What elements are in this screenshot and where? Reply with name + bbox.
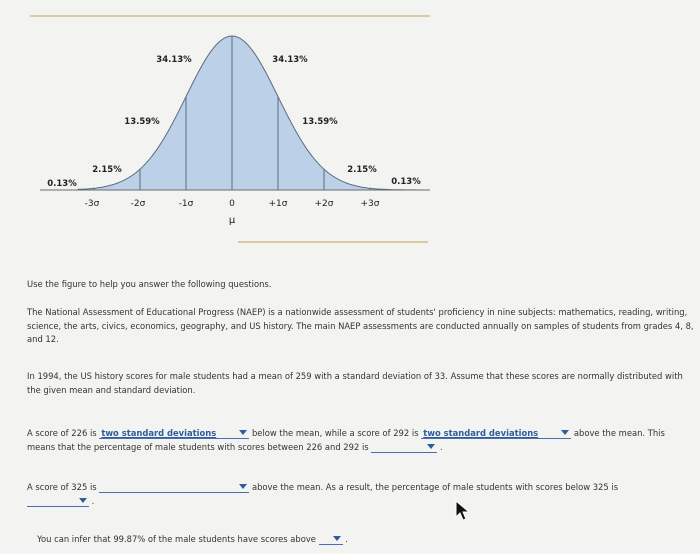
q1-text-c: above the mean. This means that the percentage of male students with scores between 226 and 292 is — [27, 428, 665, 452]
q2-select-a-value — [99, 482, 101, 492]
naep-paragraph: The National Assessment of Educational Progress (NAEP) is a nationwide assessment of students' proficiency in nine subjects: mathematics, reading, writing, science, the arts, civics, economics, geography, and US history. The main NAEP assessments are conducted annually on samples of students from grades 4, 8, and 12. — [27, 307, 694, 344]
tick-label: 0 — [229, 199, 235, 209]
mouse-pointer-icon — [454, 500, 472, 522]
chevron-down-icon — [427, 444, 435, 449]
tick-label: -1σ — [178, 199, 194, 209]
q3-select-a[interactable] — [319, 533, 343, 545]
q3-text-b: . — [345, 534, 348, 544]
q1-select-c[interactable] — [371, 441, 437, 453]
q1-select-a[interactable] — [99, 427, 249, 439]
percent-label: 13.59% — [124, 117, 160, 127]
question-1 — [27, 427, 695, 454]
chevron-down-icon — [239, 430, 247, 435]
q1-text-b: below the mean, while a score of 292 is — [251, 428, 419, 438]
q2-text-b: above the mean. As a result, the percentage of male students with scores below 325 is — [251, 482, 619, 492]
q1-select-b-value: two standard deviations — [423, 428, 539, 438]
q3-select-a-value — [319, 534, 321, 544]
q2-text-c: . — [91, 495, 95, 506]
scores-paragraph: In 1994, the US history scores for male students had a mean of 259 with a standard deviation of 33. Assume that these scores are normally distributed with the given mean and standard deviation. — [27, 371, 683, 395]
chevron-down-icon — [79, 498, 87, 503]
q1-select-a-value: two standard deviations — [101, 428, 217, 438]
q2-select-a[interactable] — [99, 481, 249, 493]
percent-label: 0.13% — [391, 177, 421, 187]
q1-select-b[interactable] — [421, 427, 571, 439]
percent-label: 2.15% — [347, 165, 377, 175]
mu-label: μ — [228, 215, 236, 226]
normal-distribution-figure — [0, 0, 700, 260]
tick-label: +3σ — [360, 199, 380, 209]
q3-text-a: You can infer that 99.87% of the male students have scores above — [37, 534, 316, 544]
percent-label: 2.15% — [92, 165, 122, 175]
question-2 — [27, 481, 677, 508]
tick-label: +1σ — [268, 199, 288, 209]
q1-select-c-value — [371, 442, 373, 452]
chevron-down-icon — [239, 484, 247, 489]
percent-label: 0.13% — [47, 179, 77, 189]
tick-label: -2σ — [130, 199, 146, 209]
q1-text-a: A score of 226 is — [27, 428, 97, 438]
q2-text-a: A score of 325 is — [27, 482, 97, 492]
question-3 — [37, 533, 537, 547]
tick-label: -3σ — [84, 199, 100, 209]
percent-label: 34.13% — [272, 55, 308, 65]
q2-select-b-value — [27, 496, 29, 506]
percent-label: 13.59% — [302, 117, 338, 127]
percent-label: 34.13% — [156, 55, 192, 65]
q2-select-b[interactable] — [27, 495, 89, 507]
chevron-down-icon — [561, 430, 569, 435]
intro-text: Use the figure to help you answer the following questions. — [27, 279, 272, 289]
tick-label: +2σ — [314, 199, 334, 209]
q1-text-d: . — [439, 441, 443, 452]
chevron-down-icon — [333, 536, 341, 541]
